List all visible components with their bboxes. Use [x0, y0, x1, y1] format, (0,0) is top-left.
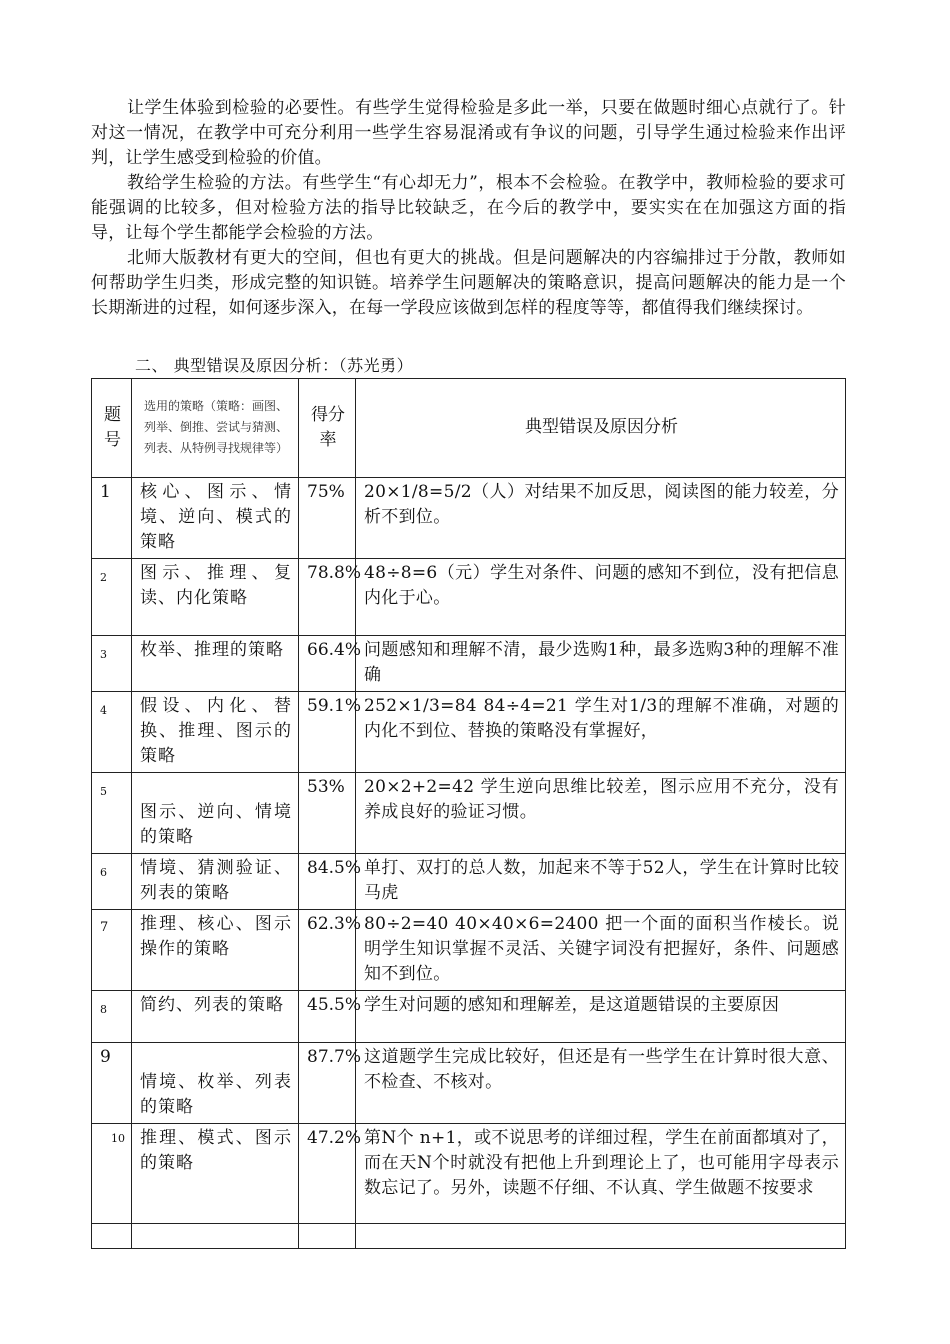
row-strategy: 情境、猜测验证、列表的策略: [132, 854, 299, 910]
row-number: [92, 1224, 132, 1249]
row-number: 8: [92, 991, 132, 1043]
row-rate: 53%: [299, 773, 356, 854]
row-rate: 45.5%: [299, 991, 356, 1043]
row-analysis: 这道题学生完成比较好，但还是有一些学生在计算时很大意、不检查、不核对。: [356, 1043, 846, 1124]
row-number: 9: [92, 1043, 132, 1124]
header-rate: 得分率: [299, 379, 356, 478]
row-strategy: 假设、内化、替换、推理、图示的策略: [132, 692, 299, 773]
table-header-row: [92, 379, 846, 478]
row-number: 10: [92, 1124, 132, 1224]
row-analysis: 学生对问题的感知和理解差，是这道题错误的主要原因: [356, 991, 846, 1043]
row-analysis: [356, 1224, 846, 1249]
row-analysis: 问题感知和理解不清，最少选购1种，最多选购3种的理解不准确: [356, 636, 846, 692]
row-number: 6: [92, 854, 132, 910]
header-strategy: 选用的策略（策略：画图、列举、倒推、尝试与猜测、列表、从特例寻找规律等）: [132, 379, 299, 478]
row-analysis: 第N个 n+1，或不说思考的详细过程，学生在前面都填对了，而在天N个时就没有把他上升到理论上了，也可能用字母表示数忘记了。另外，读题不仔细、不认真、学生做题不按要求: [356, 1124, 846, 1224]
row-number: 5: [92, 773, 132, 854]
table-row: [92, 478, 846, 559]
row-rate: 87.7%: [299, 1043, 356, 1124]
row-rate: 59.1%: [299, 692, 356, 773]
row-analysis: 单打、双打的总人数，加起来不等于52人，学生在计算时比较马虎: [356, 854, 846, 910]
row-analysis: 20×2+2=42 学生逆向思维比较差，图示应用不充分，没有养成良好的验证习惯。: [356, 773, 846, 854]
error-analysis-table: [91, 378, 846, 1249]
row-rate: 62.3%: [299, 910, 356, 991]
header-analysis: 典型错误及原因分析: [356, 379, 846, 478]
row-number: 1: [92, 478, 132, 559]
row-analysis: 252×1/3=84 84÷4=21 学生对1/3的理解不准确，对题的内化不到位、替换的策略没有掌握好，: [356, 692, 846, 773]
row-strategy: 推理、模式、图示的策略: [132, 1124, 299, 1224]
paragraph-1: 让学生体验到检验的必要性。有些学生觉得检验是多此一举，只要在做题时细心点就行了。针对这一情况，在教学中可充分利用一些学生容易混淆或有争议的问题，引导学生通过检验来作出评判，让学生感受到检验的价值。: [91, 98, 846, 168]
row-number: 4: [92, 692, 132, 773]
row-strategy-text: 情境、枚举、列表的策略: [140, 1072, 292, 1117]
row-strategy: [132, 1224, 299, 1249]
paragraph-3: 北师大版教材有更大的空间，但也有更大的挑战。但是问题解决的内容编排过于分散，教师如何帮助学生归类，形成完整的知识链。培养学生问题解决的策略意识，提高问题解决的能力是一个长期渐进的过程，如何逐步深入，在每一学段应该做到怎样的程度等等，都值得我们继续探讨。: [91, 248, 846, 318]
row-analysis: 20×1/8=5/2（人）对结果不加反思，阅读图的能力较差，分析不到位。: [356, 478, 846, 559]
row-rate: 75%: [299, 478, 356, 559]
row-rate: 66.4%: [299, 636, 356, 692]
table-row: [92, 991, 846, 1043]
table-row: [92, 773, 846, 854]
row-number: 7: [92, 910, 132, 991]
row-rate: 47.2%: [299, 1124, 356, 1224]
row-strategy: 图示、推理、复读、内化策略: [132, 559, 299, 636]
table-row: [92, 910, 846, 991]
table-row: [92, 1124, 846, 1224]
document-page: [91, 96, 846, 1249]
row-number: 2: [92, 559, 132, 636]
row-number: 3: [92, 636, 132, 692]
row-analysis: 80÷2=40 40×40×6=2400 把一个面的面积当作棱长。说明学生知识掌握不灵活、关键字词没有把握好，条件、问题感知不到位。: [356, 910, 846, 991]
table-row: [92, 636, 846, 692]
row-analysis: 48÷8=6（元）学生对条件、问题的感知不到位，没有把信息内化于心。: [356, 559, 846, 636]
table-row: [92, 854, 846, 910]
row-strategy: 枚举、推理的策略: [132, 636, 299, 692]
row-strategy: 推理、核心、图示操作的策略: [132, 910, 299, 991]
row-strategy: 核心、图示、情境、逆向、模式的策略: [132, 478, 299, 559]
table-row: [92, 1224, 846, 1249]
row-strategy: 简约、列表的策略: [132, 991, 299, 1043]
table-row: [92, 1043, 846, 1124]
row-strategy: [132, 1043, 299, 1124]
paragraph-2: 教给学生检验的方法。有些学生“有心却无力”，根本不会检验。在教学中，教师检验的要求可能强调的比较多，但对检验方法的指导比较缺乏，在今后的教学中，要实实在在加强这方面的指导，让每个学生都能学会检验的方法。: [91, 173, 846, 243]
row-rate: [299, 1224, 356, 1249]
table-row: [92, 559, 846, 636]
row-strategy: [132, 773, 299, 854]
row-strategy-text: 图示、逆向、情境的策略: [140, 802, 292, 847]
section-heading: 二、 典型错误及原因分析：（苏光勇）: [135, 356, 414, 375]
row-rate: 84.5%: [299, 854, 356, 910]
table-row: [92, 692, 846, 773]
row-rate: 78.8%: [299, 559, 356, 636]
header-no: 题号: [92, 379, 132, 478]
